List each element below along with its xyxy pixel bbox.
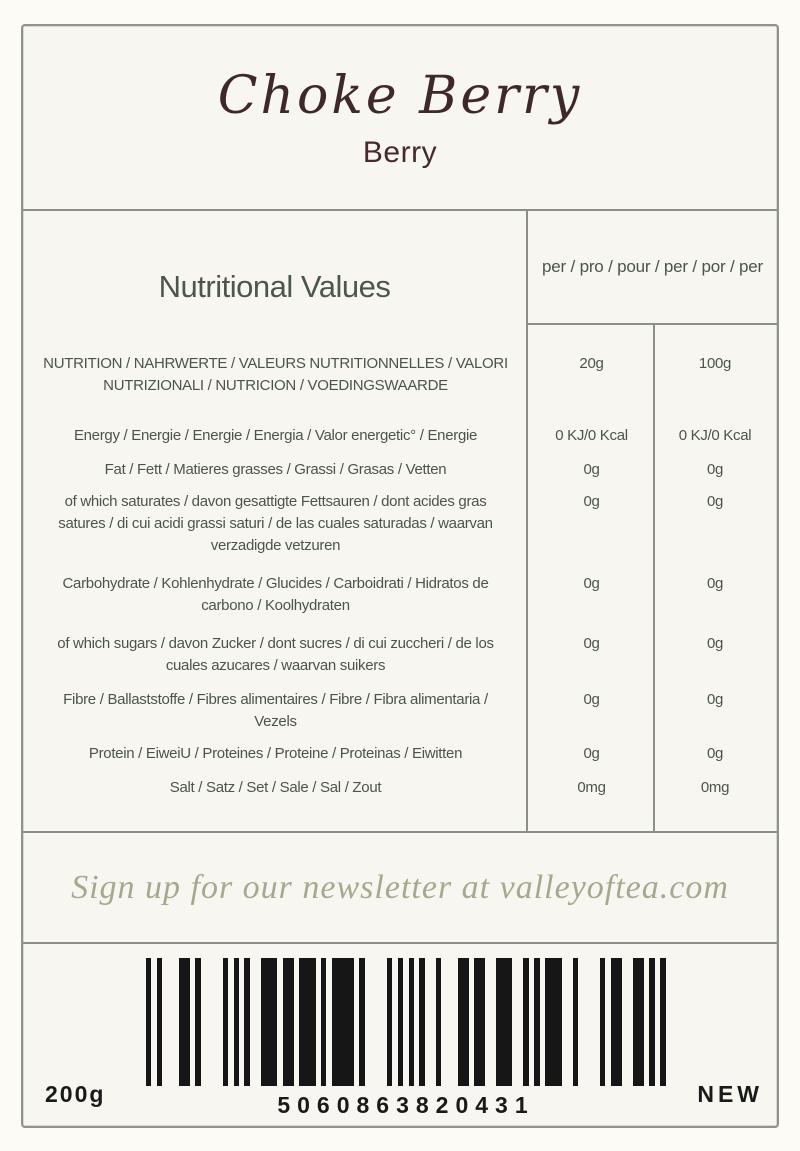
net-weight: 200g: [45, 1081, 106, 1107]
nutrition-row-label: NUTRITION / NAHRWERTE / VALEURS NUTRITIONNELLES / VALORI NUTRIZIONALI / NUTRICION / VOEDINGSWAARDE: [43, 355, 508, 394]
nutrition-row-label: Protein / EiweiU / Proteines / Proteine / Proteinas / Eiwitten: [88, 745, 463, 762]
nutrition-row-value-20g: 0g: [583, 575, 600, 592]
nutrition-row: [23, 769, 775, 801]
nutrition-row-value-20g: 0g: [583, 493, 600, 510]
nutrition-row-value-20g: 0g: [583, 745, 600, 762]
nutrition-rows: [23, 325, 775, 831]
nutrition-row: [23, 415, 775, 455]
nutrition-row-value-100g: 0g: [706, 493, 724, 510]
nutrition-row: [23, 485, 775, 563]
nutrition-row-value-100g: 0g: [706, 745, 724, 762]
nutrition-row-label: Fat / Fett / Matieres grasses / Grassi / Grasas / Vetten: [104, 461, 447, 478]
nutrition-row: [23, 681, 775, 737]
barcode-bar: [660, 958, 665, 1086]
nutrition-row-value-20g: 0g: [583, 691, 600, 708]
nutrition-row-value-100g: 0g: [706, 691, 724, 708]
barcode-digits: 5060863820431: [277, 1092, 535, 1118]
nutrition-heading: Nutritional Values: [158, 269, 391, 304]
new-badge: NEW: [697, 1081, 763, 1107]
nutrition-row-value-100g: 100g: [698, 355, 732, 372]
nutrition-row-value-20g: 0 KJ/0 Kcal: [555, 427, 628, 444]
nutrition-row-value-100g: 0g: [706, 635, 724, 652]
barcode: [146, 958, 666, 1086]
product-title: Choke Berry: [217, 66, 583, 126]
nutrition-row-label: Fibre / Ballaststoffe / Fibres alimentaires / Fibre / Fibra alimentaria / Vezels: [63, 691, 488, 730]
nutrition-row-label: of which saturates / davon gesattigte Fettsauren / dont acides gras satures / di cui acidi grassi saturi / de las cuales saturadas / waarvan verzadigde vetzuren: [58, 493, 493, 554]
nutrition-row-value-20g: 20g: [579, 355, 604, 372]
nutrition-row-label: Carbohydrate / Kohlenhydrate / Glucides / Carboidrati / Hidratos de carbono / Koolhydraten: [62, 575, 489, 614]
newsletter-section: [23, 833, 777, 944]
nutrition-row-label: Energy / Energie / Energie / Energia / Valor energetic° / Energie: [73, 427, 478, 444]
newsletter-text: Sign up for our newsletter at valleyoftea.com: [71, 868, 729, 906]
nutrition-row-value-100g: 0 KJ/0 Kcal: [678, 427, 752, 444]
per-serving-header: per / pro / pour / per / por / per: [542, 257, 763, 276]
nutrition-row-value-20g: 0g: [583, 635, 600, 652]
nutrition-row-value-20g: 0g: [583, 461, 600, 478]
nutrition-row-value-20g: 0mg: [577, 779, 606, 796]
nutrition-row: [23, 563, 775, 625]
nutrition-table: [23, 211, 777, 833]
product-subtitle: Berry: [362, 136, 438, 169]
nutrition-row-value-100g: 0mg: [700, 779, 730, 796]
label-frame: [21, 24, 779, 1128]
footer-section: [23, 944, 777, 1126]
nutrition-row-value-100g: 0g: [706, 575, 724, 592]
nutrition-row: [23, 325, 775, 415]
nutrition-row: [23, 455, 775, 485]
nutrition-row-label: of which sugars / davon Zucker / dont sucres / di cui zuccheri / de los cuales azucares / waarvan suikers: [57, 635, 494, 674]
nutrition-row: [23, 625, 775, 681]
nutrition-row: [23, 737, 775, 769]
nutrition-row-value-100g: 0g: [706, 461, 724, 478]
nutrition-row-label: Salt / Satz / Set / Sale / Sal / Zout: [169, 779, 382, 796]
title-section: [23, 26, 777, 211]
